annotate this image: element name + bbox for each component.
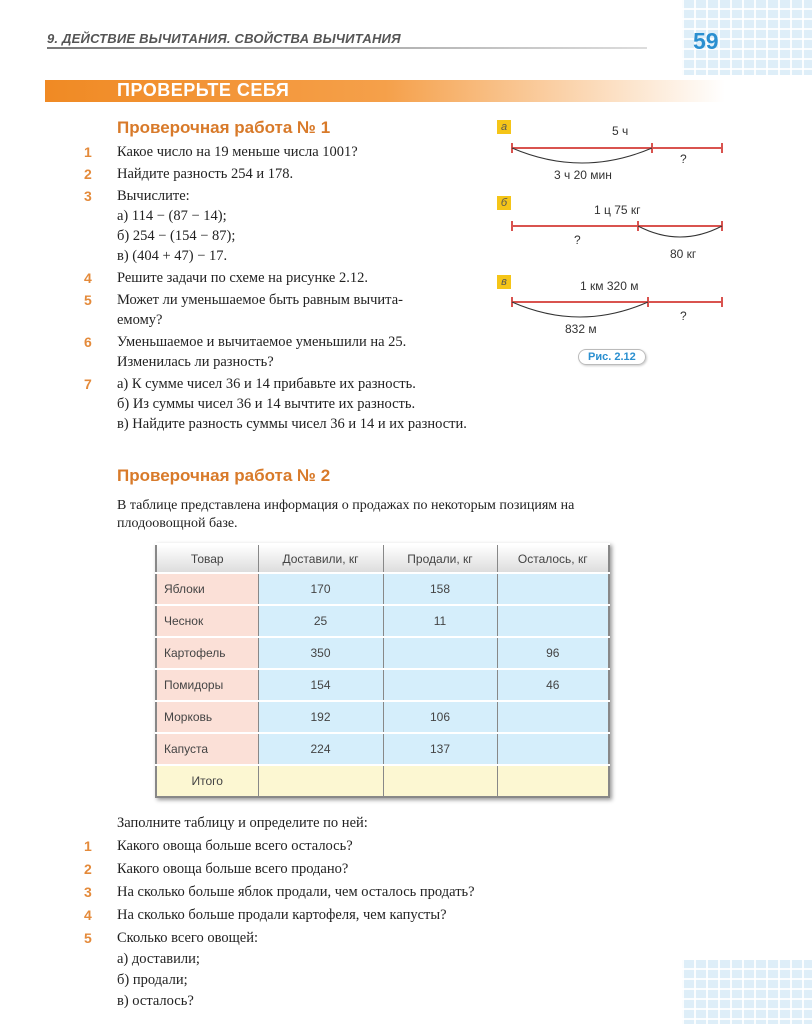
table-row (156, 573, 609, 605)
product-cell: Капуста (156, 733, 258, 765)
table-row (156, 637, 609, 669)
work1-title: Проверочная работа № 1 (117, 118, 331, 137)
item-number: 3 (84, 188, 92, 204)
diagram-b-total: 1 ц 75 кг (594, 203, 641, 217)
item-number: 4 (84, 270, 92, 286)
value-cell (497, 605, 609, 637)
item-number: 2 (84, 861, 92, 877)
item-number: 6 (84, 334, 92, 350)
value-cell: 106 (383, 701, 497, 733)
col-header: Доставили, кг (258, 544, 383, 573)
value-cell (383, 669, 497, 701)
total-cell (383, 765, 497, 797)
corner-decoration (682, 960, 812, 1024)
product-cell: Чеснок (156, 605, 258, 637)
item-text: б) 254 − (154 − 87); (117, 228, 236, 244)
work2-title: Проверочная работа № 2 (117, 466, 331, 485)
item-text: Уменьшаемое и вычитаемое уменьшили на 25. (117, 334, 407, 350)
intro-line: В таблице представлена информация о продажах по некоторым позициям на (117, 498, 575, 513)
item-text: емому? (117, 312, 163, 328)
diagram-c-part: 832 м (565, 322, 597, 336)
section-band (45, 80, 725, 102)
sales-table (155, 543, 610, 798)
item-number: 3 (84, 884, 92, 900)
item-text: Может ли уменьшаемое быть равным вычита- (117, 292, 403, 308)
table-row (156, 605, 609, 637)
product-cell: Картофель (156, 637, 258, 669)
value-cell: 158 (383, 573, 497, 605)
chapter-title: 9. ДЕЙСТВИЕ ВЫЧИТАНИЯ. СВОЙСТВА ВЫЧИТАНИЯ (47, 31, 647, 49)
value-cell: 154 (258, 669, 383, 701)
item-text: Какое число на 19 меньше числа 1001? (117, 144, 358, 160)
diagram-b-question: ? (574, 233, 581, 247)
value-cell: 224 (258, 733, 383, 765)
diagram-b-part: 80 кг (670, 247, 697, 261)
item-text: Какого овоща больше всего продано? (117, 861, 349, 877)
item-text: Решите задачи по схеме на рисунке 2.12. (117, 270, 368, 286)
total-cell (258, 765, 383, 797)
value-cell: 25 (258, 605, 383, 637)
fill-instruction: Заполните таблицу и определите по ней: (117, 815, 368, 831)
item-text: в) Найдите разность суммы чисел 36 и 14 и их разности. (117, 416, 467, 432)
item-number: 1 (84, 144, 92, 160)
value-cell: 96 (497, 637, 609, 669)
item-number: 2 (84, 166, 92, 182)
col-header: Осталось, кг (497, 544, 609, 573)
item-text: Изменилась ли разность? (117, 354, 274, 370)
item-number: 5 (84, 292, 92, 308)
item-text: Сколько всего овощей: (117, 930, 258, 946)
value-cell (497, 733, 609, 765)
product-cell: Яблоки (156, 573, 258, 605)
diagram-a-total: 5 ч (612, 124, 629, 138)
value-cell: 192 (258, 701, 383, 733)
value-cell: 46 (497, 669, 609, 701)
item-text: а) 114 − (87 − 14); (117, 208, 227, 224)
diagram-a-question: ? (680, 152, 687, 166)
section-title: ПРОВЕРЬТЕ СЕБЯ (117, 80, 290, 100)
diagram-c-question: ? (680, 309, 687, 323)
item-text: а) доставили; (117, 951, 200, 967)
value-cell: 137 (383, 733, 497, 765)
table-row (156, 669, 609, 701)
table-row (156, 733, 609, 765)
item-number: 1 (84, 838, 92, 854)
item-text: а) К сумме чисел 36 и 14 прибавьте их разность. (117, 376, 416, 392)
table-row (156, 701, 609, 733)
diagram-a-tag: а (497, 120, 511, 134)
value-cell (497, 701, 609, 733)
item-text: Найдите разность 254 и 178. (117, 166, 294, 182)
value-cell: 11 (383, 605, 497, 637)
diagram-a-part: 3 ч 20 мин (554, 168, 612, 182)
value-cell: 350 (258, 637, 383, 669)
item-text: б) продали; (117, 972, 188, 988)
product-cell: Морковь (156, 701, 258, 733)
item-text: Какого овоща больше всего осталось? (117, 838, 353, 854)
diagram-c-tag: в (497, 275, 511, 289)
item-number: 7 (84, 376, 92, 392)
value-cell (383, 637, 497, 669)
product-cell: Помидоры (156, 669, 258, 701)
segment-diagrams (480, 110, 740, 350)
total-row (156, 765, 609, 797)
page-number: 59 (693, 28, 719, 54)
item-number: 5 (84, 930, 92, 946)
intro-line: плодоовощной базе. (117, 516, 238, 531)
diagram-c-total: 1 км 320 м (580, 279, 639, 293)
col-header: Товар (156, 544, 258, 573)
item-number: 4 (84, 907, 92, 923)
item-text: в) (404 + 47) − 17. (117, 248, 228, 264)
item-text: На сколько больше яблок продали, чем осталось продать? (117, 884, 475, 900)
total-cell (497, 765, 609, 797)
work2-intro (117, 497, 574, 533)
value-cell: 170 (258, 573, 383, 605)
total-label: Итого (156, 765, 258, 797)
item-text: в) осталось? (117, 993, 194, 1009)
item-text: На сколько больше продали картофеля, чем капусты? (117, 907, 447, 923)
col-header: Продали, кг (383, 544, 497, 573)
figure-caption: Рис. 2.12 (578, 349, 646, 365)
item-text: Вычислите: (117, 188, 190, 204)
value-cell (497, 573, 609, 605)
item-text: б) Из суммы чисел 36 и 14 вычтите их разность. (117, 396, 416, 412)
diagram-b-tag: б (497, 196, 511, 210)
